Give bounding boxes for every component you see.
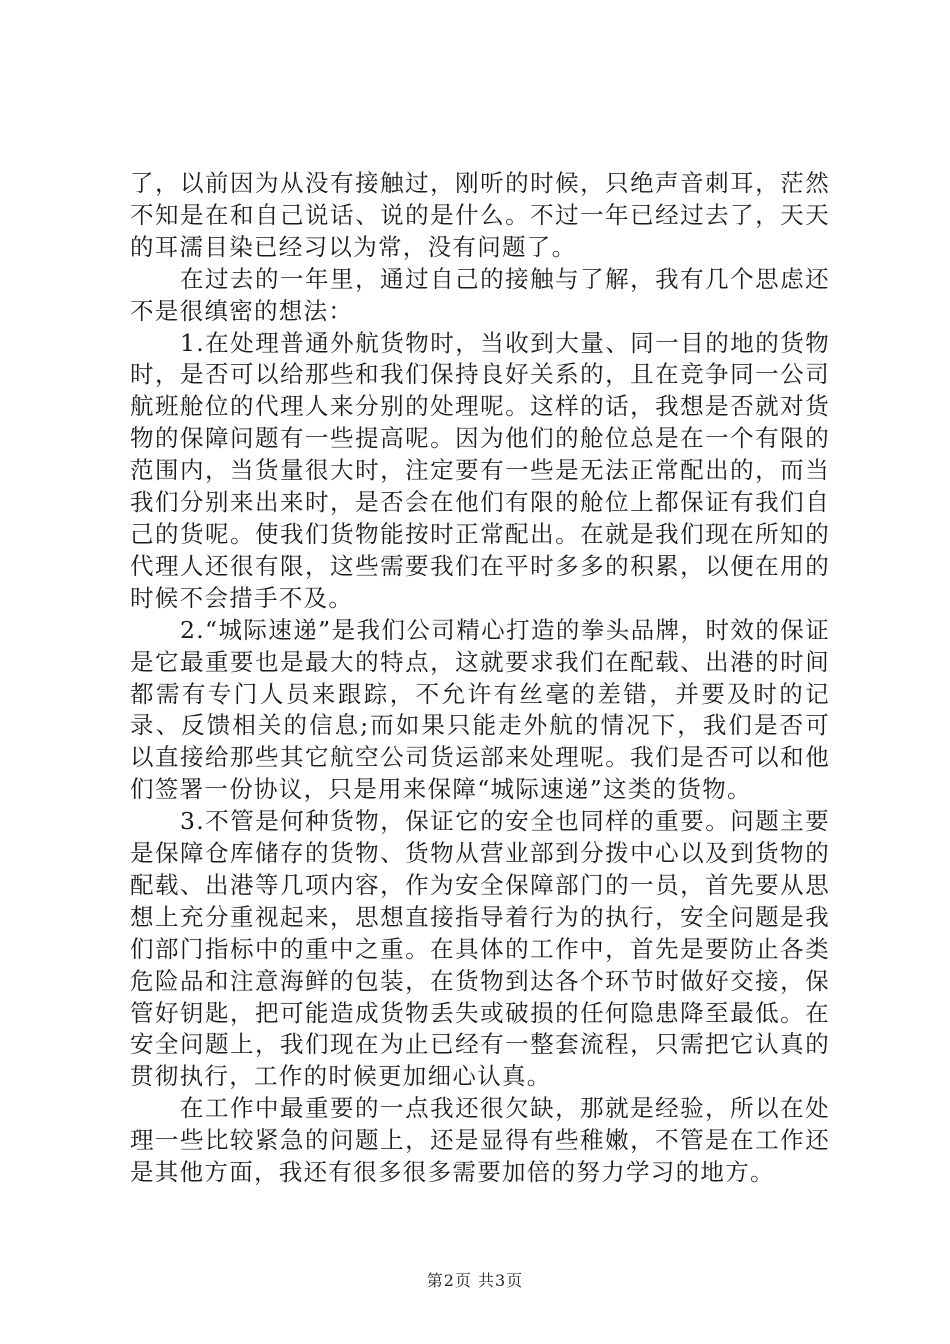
paragraph-point-1: 1.在处理普通外航货物时，当收到大量、同一目的地的货物时，是否可以给那些和我们保持良好关系的，且在竞争同一公司航班舱位的代理人来分别的处理呢。这样的话，我想是否就对货物的保障问题有一些提高呢。因为他们的舱位总是在一个有限的范围内，当货量很大时，注定要有一些是无法正常配出的，而当我们分别来出来时，是否会在他们有限的舱位上都保证有我们自己的货呢。使我们货物能按时正常配出。在就是我们现在所知的代理人还很有限，这些需要我们在平时多多的积累，以便在用的时候不会措手不及。	[130, 328, 830, 612]
paragraph-conclusion: 在工作中最重要的一点我还很欠缺，那就是经验，所以在处理一些比较紧急的问题上，还是显得有些稚嫩，不管是在工作还是其他方面，我还有很多很多需要加倍的努力学习的地方。	[130, 1094, 830, 1187]
paragraph-continuation: 了，以前因为从没有接触过，刚听的时候，只绝声音刺耳，茫然不知是在和自己说话、说的是什么。不过一年已经过去了，天天的耳濡目染已经习以为常，没有问题了。	[130, 169, 830, 261]
paragraph-point-2: 2.“城际速递”是我们公司精心打造的拳头品牌，时效的保证是它最重要也是最大的特点，这就要求我们在配载、出港的时间都需有专门人员来跟踪，不允许有丝毫的差错，并要及时的记录、反馈相关的信息;而如果只能走外航的情况下，我们是否可以直接给那些其它航空公司货运部来处理呢。我们是否可以和他们签署一份协议，只是用来保障“城际速递”这类的货物。	[130, 615, 830, 804]
paragraph-point-3: 3.不管是何种货物，保证它的安全也同样的重要。问题主要是保障仓库储存的货物、货物从营业部到分拨中心以及到货物的配载、出港等几项内容，作为安全保障部门的一员，首先要从思想上充分重视起来，思想直接指导着行为的执行，安全问题是我们部门指标中的重中之重。在具体的工作中，首先是要防止各类危险品和注意海鲜的包装，在货物到达各个环节时做好交接，保管好钥匙，把可能造成货物丢失或破损的任何隐患降至最低。在安全问题上，我们现在为止已经有一整套流程，只需把它认真的贯彻执行，工作的时候更加细心认真。	[130, 807, 830, 1091]
paragraph-intro: 在过去的一年里，通过自己的接触与了解，我有几个思虑还不是很缜密的想法：	[130, 264, 830, 325]
page-footer: 第2页 共3页	[426, 1271, 524, 1290]
document-body	[130, 168, 830, 1189]
